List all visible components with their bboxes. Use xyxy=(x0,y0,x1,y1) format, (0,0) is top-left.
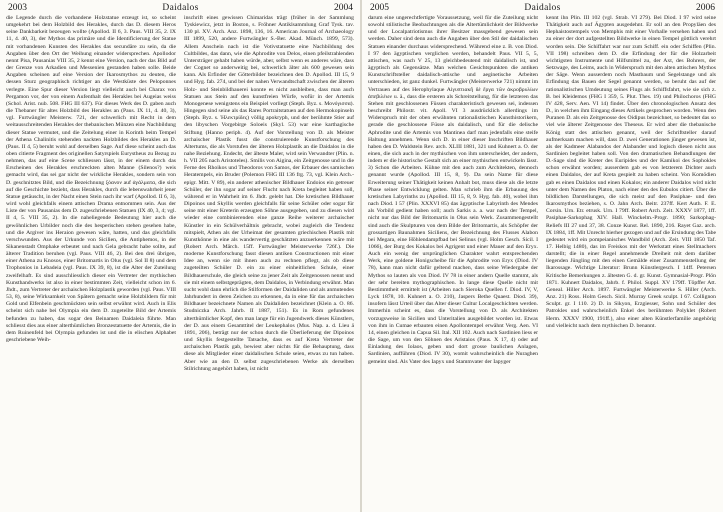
left-page xyxy=(0,0,361,512)
column-number: 2006 xyxy=(696,3,715,13)
text-column xyxy=(368,15,538,509)
column-number: 2003 xyxy=(8,3,27,13)
column-text: die Legende durch die vorhandene Holzstatue erzeugt ist, so scheint umgekehrt bei dem Holzbild des Herakles, durch das D. diesem Heros seine Dankbarkeit bezeugen wollte (Apollod. II 6, 3. Paus. VIII 35, 2. IX 11, 4. 40, 3), der Mythos das primäre und die Identificierung der Statue mit vorhandenen Kunsten des Herakles das secundäre zu sein, da die Angaben über den Ort der Weihung einander widersprechen. Apollodor nennt Pisa, Pausanias VIII 35, 2 kennt eine Version, nach der das Bild auf der Grenze von Arkadien und Messenien gestanden haben solle. Beide Angaben scheinen auf eine Version der Ikarosmythos zu deuten, die dessen Sturz geographisch richtiger an die Westküste des Peloponnes verlegte. Eine Spur dieser Version liegt vielleicht auch bei Charax von Pergamon vor, der von einem Aufenthalt des Herakles bei Augeias weiss (Schol. Arist. nub. 508. FHG III 637). Für dieses Werk des D. gaben auch die Thebaner für altes Holzbild des Herakles an (Paus. IX 11, 4. 40, 3), vgl. Furtwängler Meisterw. 721, der schwerlich mit Recht in dem weitausschreitenden Herakles der thebanischen Münzen eine Nachbildung dieser Statue vermutet, und die Zeitelung einer in Korinth beim Tempel der Athena Chalinitis stehenden nackten Holzbildes des Herakles an D. (Paus. II 4, 5) beruht wohl auf derselben Sage. Auf diese scheint auch das oben citierte Fragment des originellen Satyrspiels Eurystheus zu Bezug zu nehmen, das auf eine Scene schliessen lässt, in der einem durch das Erscheinen des Herakles erschreckten alten Manne (Silenos?) weis gemacht wird, das sei gar nicht der wirkliche Herakles, sondern sein von D. geschnitztes Bild, und die Bezeichnung ξόανον auf ἀγάλματα, die sich auf die Geschichte bezieht, dass Herakles, durch die lebenswahrheit jener Statue getäuscht, in der Nacht einen Stein nach ihr warf (Apollod. II 6, 3), wird wohl gleichfalls einem attischen Drama entnommen sein. Aus der Liste der von Pausanias dem D. zugeschriebenen Statuen (IX 40, 3, 4; vgl. II 4, 5. VIII 35, 2). In die naheliegende Bedeutung hier auch die gewöhnlichen Urbilder noch die des hesperischen stehen gesehen habe, und die Argiver ins Heraion gewesen wäre, hatten, und das gleichfalls verschwunden. Aus der Urkunde von Sicilien, die Antiphemos, in der Sikanenstadt Omphake erbeutet und nach Gela gebracht habe sollte, auf älterer Tradition beruhen (vgl. Paus. VIII 46, 2). Bei den drei übrigen, einer Athena zu Knosos, einer Britomartis in Olus (vgl. Sol II 8) und dem Trophonios in Lebadeia (vgl. Paus. IX 39, 8), ist die Alter der Zuteilung zweifelhaft. Es sind ausschliesslich dieser ein Vertreter der mythischen Kunsthandwerks ist also in einer bestimmten Zeit, vielleicht schon im 6. Jhdt., zum Vertreter der archaischen Holzplastik geworden (vgl. Paus. VIII 53, 8), seine Wirksamkeit von Spätern gemacht seine Holzbildern für mit Gold und Elfenbein geschmückten sein selbst erwähnt wird. Auch in Elis scheint sich nahe bei Olympia ein dem D. zugeteilte Bild der Artemis befunden zu haben, das sogar den Beinamen Daidaleia führte. Man schliesst dies aus einer alterthümlichen Bronzestatuette der Artemis, die in dem Ruinenfeld bei Olympia gefunden ist und die in elischen Alphabet geschriebene Weih- xyxy=(6,15,176,344)
column-text: inschrift eines gewissen Chimaridas trägt (früher in der Sammlung Tyskiewicz, jetzt in Boston, s. Fröhner Antiklsammlung Graf Tysk. tav. 130 pl. XV. Arch. Anz. 1898, 136, 16. American Journal of Archaeology III 1899, 520, andere Furtwängler S.-Ber. Akad. Münch. 1899, 573). Allem Anschein nach ist die Votivstatuette eine Nachbildung des Cultbildes, das dann, wie die Aphrodite von Delos, einen pfeilstrahlenden Untersträger gehabt haben würde, aber, selbst wenn es anderes wäre, dass der Cognet so anderweitig bei, schwerlich älter als 600 gewesen sein kann. Als Erfinder der Götterbilder bezeichnen den D. Apollod. III 15, 9 und Hyg. fab. 274, und bei der nahen Verwandtschaft zwischen der älteren Holz- und Steinbildhauerei konnte es nicht ausbleiben, dass man auch Statuen aus Stein auf den kunstfreien Würfe, wofür in der Artemis Monogenese wenigstens ein Beispiel vorliegt (Steph. Byz. s. Μονόγισσα). Hingegen sind seine als das Rares Portraitstatuen auf den Hermokopinseln (Steph. Byz. s. Ἠλεκτρίδες) völlig apokryph, und der berühmte Stier auf den libyschen Vorgebirge Soloeis (Skyl. 53) war eine karthagische Stiftung (Hanno periph. 4). Auf der Vorstellung von D. als Meister archaischer Plastik fusst die construierende Kunstforschung des Altertums, die als Vorstufen der älteren Holzplastik an die Daidalos in die nahe Beziehung. Endecht, der älteste Maler, wird sein Verwandter (Plin. n. h. VII 205 nach Aristoteles). Smilis von Aigina, ein Zeitgenosse und in die Ferne des Rhoikos und Theodoros von Samos, der Erbauer des samischen Heratempels, ein Bruder (Polemon FHG III 136 frg. 73, vgl. Klein Arch.-epigr. Mitt. V 89), ein anderer athenischer Bildhauer Endoios ein getreuer Schüler, der ihn sogar auf seiner Flucht nach Kreta begleitet haben soll, während er in Wahrheit im 6. Jhdt. gelebt hat. Die kretischen Bildhauer Dipoinos und Skyllis werden gleichfalls für seine Schüler oder sogar für seine mit einer Kreterin erzeugten Söhne ausgegeben, und zu diesen wird wieder eine combinierenden eine ganze Reihe weiterer archaischer Künstler in ein Schülverhältnis gebracht, wobei zugleich die Tendenz mitspielt, Athen als der Urheimat der gesamten griechischen Plastik mit Kunstkönne in eine als wandervertig geschätzten anzuerkennen wäre mit (Robert Arch. Märch. 15ff. Furtwängler Meisterwerke 726f.). Die moderne Kunstforschung fasst diesen antiken Constructionen mit einer Idee an, wenn sie mit ihnen auch zu rechnen pflegt, als ob diese zugeteilten Schüler D. ein zu einer einheitlichen Schule, einer Bildhauerschule, die gleich seine zu jener Zeit als Zeitgenossen nennt und sie mit einem selbstgeprägten, dem Daidalos, in Verbindung erwähnt. Man sucht wohl dann ehrlich die Stilformen der Daidaliden und als anmutendes Jahrhundert in deren Zeichen zu erkennen, da in eine für das archaischen Bildhauer bezeichnete Namen als Daidaliden bezeichnet (Klein a. O. 86. Studniczka Arch. Jahrb. II 1887, 151). Es in Rom gefundenes alterthümlicher Kopf, den man lange für ein Jugendwerk dieses Künstlers, der D. aus einem Gesamttitel der Leukephalos (Mus. Nap. a. d. Lieu ä 1891, 206), beträgt nur der schon durch die Überlieferung der Dipoinos und Skyllis festgestellte Tatsache, dass es auf Kreta Vertreter der archaischen Plastik gab, bewiest aber nichts für die Behauptung, dass diese als Mitglieder einer daidalischen Schule seien, etwas zu tun haben. Aber wie an den D. selbst zugeschriebenen Werke als derselben Stilrichtung angehört haben, ist nicht xyxy=(184,15,354,372)
text-column xyxy=(6,15,176,509)
right-page xyxy=(362,0,723,512)
running-title: Daidalos xyxy=(162,3,199,13)
page-header xyxy=(0,2,361,14)
text-column xyxy=(546,15,716,509)
column-text: kennt ihn Plin. III 102 (vgl. Strab. VI 279). Bei Diod. I 97 wird seine Thätigkeit auch auf Ägypten ausgedehnt. Er soll an den Propyläen des Hephaistostempels von Memphis mit einer Vorhalle versehen haben und zu einer der dort aufgestellten Bildwerke in einen Tempel göttlich verehrt worden sein. Die Schiffahrt war nur zum Schiff. ein oder Schiffen (Plin. VII 198) schreiben dem D. die Erfindung der für die Holzarbeit wichtigsten Instrumente und Hilfsmittel zu, der Axt, des Bohrers, der Setzwage, des Leims, auch in Widerspruch mit den alten attischen Mythos der Säge. Wenn ausserdem noch Mastbaum und Segelstange und als Erfindung das Bauen der Segel genannt werden, so beruht das auf der rationalistischen Umdeutung seines Flugs als Schiffsfahrt, wie sie sich z. B. bei Kleidemos (FHG I 359, 5. Plut. Thes. 19) und Philochoros (FHG IV 428, Serv. Aen. VI 14) findet. Über den chronologischen Ansatz des D., in welchen ihm Eingang dieses Artikels gesprochen worden. Wenn den Puranen D. als ein Zeitgenosse des Oidipus bezeichnet, so bedeutet das so viel wie älterer Zeitgenosse des Theseus. Er wird aber die thebanische König statt des attischen genannt, weil der Schriftsteller darauf aufmerksam machen will, dass D. zwei Generationen jünger gewesen ist, als der Kadmeer Alabandos der Alabander und logisch diesen nicht aus Sardinien begleitet haben soll. Von den dramatischen Behandlungen der D.-Sage sind die Kreter des Euripides und der Kamikoi des Sophokles schon erwähnt worden; ausserdem gab es von letzterem Dichter auch einen Daidalos, der auf Kreta gespielt zu haben scheint. Von Komödien gab es einen Daidalos und einen Kokalos; ein anderer Daidalos wird nicht unter dem Namen des Platon, nach einer den des Eubulos citiert. Über die bildlichen Darstellungen, die sich meist auf den Pasiphae- und den Ikarosmythos beziehen, s. O. Jahn Arch. Beitr. 237ff. Kert Auth. F. E. Corsin. Urn. Etr. etrusk. Urn. I 79ff. Robert Arch. Zeit. XXXV 1877, 1ff. Pasiphae-Sarkophag XIV. Hall. Winckelm.-Progr. 1890; Sarkophag-Reliefs III 27 und 37, 38. Conze Kunst. Rel. 1890, 216. Rayet Gaz. arch. IX 1884, 1ff. Mit Unrecht hierher gezogen und auf die Ersindung des Tabe gedeutet wird ein pompeianisches Wandbild (Arch. Zeit. VIII 1850 Taf. 17. Helbig 1480), das im Freiskos mit der Werkstatt eines Stellmachers darstellt; die in einer Regel annehmende Dreiheit mit dem darüber liegenden Jüngling mit den einen Gemälde einer Zusammenstellung der Ikarossage. Wichtige Literatur: Brunn Künstlergesch. I 14ff. Petersen Kritische Bemerkungen z. ältesten G. d. gr. Kunst. Gymnasial-Progr. Plön 1871. Kuhnert Daidalos, Jahrb. f. Philol. Suppl. XV 179ff. Töpffer Att. Geneal. Hiller Arch. 1897. Furtwängler Meisterwerke S. Hiller (Arch. Anz. 21) Ross. Holm Gesch. Sicil. Murray Greek sculpt. I 67. Collignon Sculpt. gr. I 110. 2) D. in Sikyon, Erzgiesser, Sohn und Schüler des Patrokles und wahrscheinlich Enkel des berühmten Polyklet (Robert Herm. XXXV 1900, 191ff.), also einer alten Künstlerfamilie angehörig und vielleicht nach dem mythischen D. benannt. xyxy=(546,15,716,329)
running-title: Daidalos xyxy=(524,3,561,13)
text-column xyxy=(184,15,354,509)
column-number: 2005 xyxy=(370,3,389,13)
column-number: 2004 xyxy=(334,3,353,13)
column-text: darum eine ungerechtfertigte Voraussetzung, weil für die Zuteilung nicht sowohl stilistische Beobachtungen als die Altertümlichkeit der Bildwerke und der Localpatriotismus ihrer Besitzer massgebend gewesen sein werden. Daher sind denn auch die Angaben über den Stil der daidalischen Statuen einander durchaus widersprechend. Während eine z. B. von Diod. I 97 den ägyptischen verglichen werden, behandelt Paus. VII 5, 5, attischen, was nach V 25, 13 gleichbedeutend mit daidalisch ist, und ägyptisch als Gegensätze. Man welchen Gesichtspunkten die antiken Kunstschriftsteller daidalisch-attische und aeginetische Arbeiten unterschieden, ist ganz dunkel. Furtwängler (Meisterwerke 721) nimmt im Vertrauen auf des Herophylaque Αἰγυπτιακῆ δὲ ἔργα τῶν ἀκροβρυλίων ἀπεβιλέων u. ä., dass die ersteren als Schreitstellung, für die letzteren das Stehen mit geschlossenen Füssen charakteristisch gewesen sei, indessen beschreibt Philostr. vit. Apoll. VI 3 ausdrücklich allerdings im Widerspruch mit der oben erwähnten rationalistischen Kunsthistorikern, gerade die geschlossene Füsse als daidalisch, und für die delische Aphrodite und die Artemis von Mantinea darf man jedenfalls eine steife Haltung annehmen. Wenn sich D. in einer dieser Inschriften Bildhauer haben den D. Waldstein Rev. arch. XLIII 1881, 321 und Kuhnert a. O. der einen, die sich auch in der mythischen von ihm unterscheidet, der andern, indem er die historische Gestalt sich an einer mythischen entwickeln lässt. 3) Schon die Arbeiten. Kühne mit den auch zum Architekten, dennoch genannt wurde (Apollod. III 15, 8, 9). Da sein Name für diese Erweiterung seiner Thätigkeit keinen Anhalt bot, muss diese als die letzte Phase seiner Entwicklung gelten. Man schrieb ihm die Erbauung des kretischen Labyrinths zu (Apollod. III 15, 8, 9. Hyg. fab. 40), wobei ihm nach Diod. I 57 (Plin. XXXVI 85) das ägyptische Labyrinth des Mendes als Vorbild gedient haben soll; auch Sarkis a. a. war nach der Tempel, nicht nur das Bild der Britomartis in Olus sein Werk. Zusammengestellt sind auch die Skulpturen von dem Bilde der Britomartis, als Schöpfer der grossartigen Baunahmen Siciliens, der Bezeichnung des Flusses Alabon bei Megara, eine Höhlendampfbad bei Selinus (vgl. Holm Gesch. Sicil. I 1066), der Burg des Kokalos bei Agrigent und einer Mauer auf den Eryx. Auch ein wenig der ursprünglichen Charakter wahrt entsprechenden Werk, eine goldene Honigscheibe für die Aphrodite von Eryx (Diod. IV 78), kann man nicht dafür geltend machen, dass seine Wiedergabe der Mythos so lauten als von Diod. IV 78 in einer andern Quelle stammt, als der sehr bereiten mythographischen. In lange diese Quelle nicht mit Bestimmtheit ermittelt ist (Arbeiten nach Sieroka Quellen f. Diod. IV, V, Lyck 1878, 10. Kuhnert a. O. 210), Jaspers Bethe Quaest. Diod. 39), insofern lässt Urteil über das Alter dieser Cultur Localgeschichten werden. Immerhin scheint es, dass die Vorstellung von D. als Architekten vorzugsweise in Sicilien und Unteritalien ausgebildet worden ist. Etwas von ihm in Cumae erbauten einen Apollontempel erwähnt Verg. Aen. VI 14, einen gleichen in Capua Sil. Ital. XII 102. Auch nach Sardinien liess er die Sage, um von den Söhnen des Aristaios (Paus. X 17, 4) oder auf Einladung des Iolaos, geben und dort grosse baulichen Anlagen, Sardinien, aufführen (Diod. IV 30), womit wahrscheinlich die Nuraghen gemeint sind. Als Vater des Iapyx und Stammvater der Iapyger xyxy=(368,15,538,365)
page-header xyxy=(362,2,723,14)
